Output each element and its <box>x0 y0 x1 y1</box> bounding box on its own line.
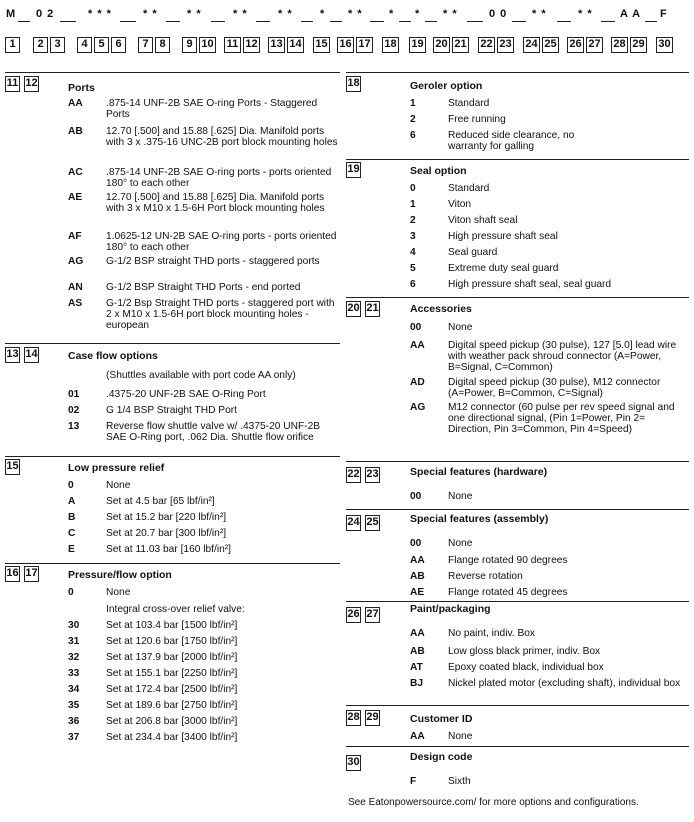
option-code: AA <box>410 340 425 351</box>
option-row <box>68 716 338 727</box>
section-box: 27 <box>365 607 380 623</box>
option-desc: 12.70 [.500] and 15.88 [.625] Dia. Manifold ports with 3 x M10 x 1.5-6H Port block mounting holes <box>106 192 325 214</box>
section-box: 20 <box>346 301 361 317</box>
position-box: 27 <box>586 37 603 53</box>
option-code: 5 <box>410 263 416 274</box>
option-desc: G-1/2 Bsp Straight THD ports - staggered port with 2 x M10 x 1.5-6H port block mounting holes - european <box>106 298 335 331</box>
code-char: * * <box>187 8 202 20</box>
section-title-low-pressure: Low pressure relief <box>68 462 165 474</box>
option-row <box>410 377 685 399</box>
position-box: 20 <box>433 37 450 53</box>
option-row <box>410 402 685 435</box>
option-code: AB <box>68 126 83 137</box>
option-code: 01 <box>68 389 80 400</box>
option-row <box>410 114 685 125</box>
position-box: 15 <box>313 37 330 53</box>
section-box: 25 <box>365 515 380 531</box>
option-desc: Extreme duty seal guard <box>448 263 559 274</box>
option-row <box>68 167 338 189</box>
section-box: 21 <box>365 301 380 317</box>
section-title-geroler: Geroler option <box>410 80 483 92</box>
option-row <box>68 604 338 615</box>
dash <box>645 21 657 22</box>
section-box: 18 <box>346 76 361 92</box>
option-desc: Low gloss black primer, indiv. Box <box>448 646 601 657</box>
option-desc: Set at 120.6 bar [1750 lbf/in²] <box>106 636 238 647</box>
option-code: AG <box>68 256 84 267</box>
option-code: AN <box>68 282 83 293</box>
option-row <box>68 528 338 539</box>
option-code: B <box>68 512 76 523</box>
section-rule <box>346 509 689 510</box>
option-code: 00 <box>410 538 422 549</box>
option-desc: Flange rotated 45 degrees <box>448 587 568 598</box>
option-row <box>410 678 685 689</box>
option-desc: G 1/4 BSP Straight THD Port <box>106 405 237 416</box>
dash <box>18 21 30 22</box>
option-desc: .875-14 UNF-2B SAE O-ring Ports - Staggered Ports <box>106 98 318 120</box>
dash <box>330 21 342 22</box>
section-rule <box>5 343 340 344</box>
footer-note: See Eatonpowersource.com/ for more options and configurations. <box>348 797 639 808</box>
option-row <box>68 98 338 120</box>
option-code: AE <box>410 587 425 598</box>
option-desc: Set at 20.7 bar [300 lbf/in²] <box>106 528 227 539</box>
option-row <box>410 587 685 598</box>
option-code: AA <box>410 731 425 742</box>
section-box: 23 <box>365 467 380 483</box>
position-box: 4 <box>77 37 92 53</box>
option-desc: Set at 234.4 bar [3400 lbf/in²] <box>106 732 238 743</box>
option-row <box>410 662 685 673</box>
option-row <box>410 231 685 242</box>
option-desc: None <box>106 480 131 491</box>
option-code: 0 <box>68 480 74 491</box>
section-title-pressure-flow: Pressure/flow option <box>68 569 172 581</box>
option-code: AT <box>410 662 423 673</box>
position-box: 30 <box>656 37 673 53</box>
option-code: 6 <box>410 279 416 290</box>
option-code: 00 <box>410 322 422 333</box>
option-code: AC <box>68 167 83 178</box>
option-row <box>410 130 610 152</box>
section-rule <box>5 72 340 73</box>
option-code: 37 <box>68 732 80 743</box>
option-code: E <box>68 544 75 555</box>
dash <box>512 21 526 22</box>
position-box: 10 <box>199 37 216 53</box>
section-box: 30 <box>346 755 361 771</box>
option-code: 30 <box>68 620 80 631</box>
option-code <box>68 604 106 615</box>
option-row <box>410 247 685 258</box>
section-box: 24 <box>346 515 361 531</box>
position-box: 18 <box>382 37 399 53</box>
position-box: 9 <box>182 37 197 53</box>
option-row <box>68 126 338 148</box>
option-desc: High pressure shaft seal <box>448 231 558 242</box>
option-desc: G-1/2 BSP Straight THD Ports - end ported <box>106 282 301 293</box>
option-row <box>68 684 338 695</box>
dash <box>120 21 136 22</box>
section-title-case-flow: Case flow options <box>68 350 158 362</box>
option-code: 13 <box>68 421 80 432</box>
option-code: AA <box>410 555 425 566</box>
position-box: 24 <box>523 37 540 53</box>
model-code-header <box>0 0 694 62</box>
section-title-ports: Ports <box>68 82 95 94</box>
section-box: 19 <box>346 162 361 178</box>
code-char: A A <box>620 8 642 20</box>
option-desc: Flange rotated 90 degrees <box>448 555 568 566</box>
option-desc: High pressure shaft seal, seal guard <box>448 279 612 290</box>
position-box: 13 <box>268 37 285 53</box>
option-code: AS <box>68 298 83 309</box>
option-row <box>68 282 338 293</box>
section-title-design-code: Design code <box>410 751 473 763</box>
dash <box>425 21 437 22</box>
option-row <box>68 231 338 253</box>
section-box: 14 <box>24 347 39 363</box>
option-desc: Epoxy coated black, individual box <box>448 662 604 673</box>
section-box: 15 <box>5 459 20 475</box>
option-code: 00 <box>410 491 422 502</box>
section-rule <box>346 297 689 298</box>
option-desc: Set at 137.9 bar [2000 lbf/in²] <box>106 652 238 663</box>
option-row <box>68 668 338 679</box>
code-char: * * <box>143 8 158 20</box>
code-char: * * <box>233 8 248 20</box>
option-code: F <box>410 776 417 787</box>
position-box: 7 <box>138 37 153 53</box>
code-char: * <box>320 8 326 20</box>
option-row <box>68 587 338 598</box>
section-box: 13 <box>5 347 20 363</box>
dash <box>166 21 180 22</box>
option-code: 2 <box>410 215 416 226</box>
position-box: 8 <box>155 37 170 53</box>
section-rule <box>346 159 689 160</box>
option-row <box>68 732 338 743</box>
option-row <box>410 555 685 566</box>
option-desc: None <box>448 731 473 742</box>
dash <box>601 21 615 22</box>
option-row <box>410 731 685 742</box>
option-row <box>410 776 685 787</box>
option-row <box>68 700 338 711</box>
position-box: 17 <box>356 37 373 53</box>
position-box: 12 <box>243 37 260 53</box>
option-row <box>410 491 685 502</box>
section-rule <box>346 72 689 73</box>
option-code: A <box>68 496 76 507</box>
position-box: 5 <box>94 37 109 53</box>
option-desc: G-1/2 BSP straight THD ports - staggered ports <box>106 256 320 267</box>
option-code: AA <box>68 98 83 109</box>
option-desc: M12 connector (60 pulse per rev speed signal and one directional signal, (Pin 1=Power, Pin 2= Direction, Pin 3=Common, Pin 4=Speed) <box>448 402 675 435</box>
option-desc: Integral cross-over relief valve: <box>106 604 245 615</box>
option-code: 4 <box>410 247 416 258</box>
option-code: 36 <box>68 716 80 727</box>
position-box: 22 <box>478 37 495 53</box>
option-desc: None <box>448 491 473 502</box>
dash <box>399 21 411 22</box>
position-box: 11 <box>224 37 241 53</box>
option-desc: Set at 4.5 bar [65 lbf/in²] <box>106 496 215 507</box>
option-desc: No paint, indiv. Box <box>448 628 536 639</box>
option-desc: Standard <box>448 183 490 194</box>
option-desc: Seal guard <box>448 247 498 258</box>
section-rule <box>5 456 340 457</box>
option-row <box>410 340 685 373</box>
option-row <box>410 199 685 210</box>
code-char: * * <box>578 8 593 20</box>
option-desc: 1.0625-12 UN-2B SAE O-ring ports - ports oriented 180° to each other <box>106 231 337 253</box>
option-code: BJ <box>410 678 424 689</box>
section-title-paint: Paint/packaging <box>410 603 491 615</box>
section-title-customer-id: Customer ID <box>410 713 473 725</box>
option-code: C <box>68 528 76 539</box>
option-row <box>68 298 338 331</box>
option-code: 0 <box>68 587 74 598</box>
code-char: * * * <box>88 8 112 20</box>
option-desc: None <box>106 587 131 598</box>
code-char: * <box>389 8 395 20</box>
position-box: 19 <box>409 37 426 53</box>
option-row <box>68 480 338 491</box>
option-desc: Reverse flow shuttle valve w/ .4375-20 UNF-2B SAE O-Ring port, .062 Dia. Shuttle flow orifice <box>106 421 321 443</box>
option-row <box>68 192 338 214</box>
option-row <box>410 538 685 549</box>
dash <box>370 21 384 22</box>
position-box: 3 <box>50 37 65 53</box>
position-box: 21 <box>452 37 469 53</box>
option-code: 6 <box>410 130 416 141</box>
option-desc: Set at 15.2 bar [220 lbf/in²] <box>106 512 227 523</box>
option-row <box>68 512 338 523</box>
option-desc: Set at 172.4 bar [2500 lbf/in²] <box>106 684 238 695</box>
option-desc: .875-14 UNF-2B SAE O-ring ports - ports oriented 180° to each other <box>106 167 332 189</box>
dash <box>301 21 313 22</box>
option-row <box>410 263 685 274</box>
dash <box>60 21 76 22</box>
position-box: 1 <box>5 37 20 53</box>
section-box: 16 <box>5 566 20 582</box>
option-row <box>410 628 685 639</box>
option-code: AG <box>410 402 426 413</box>
code-char: * * <box>348 8 363 20</box>
option-row <box>410 183 685 194</box>
option-row <box>410 646 685 657</box>
option-code: AB <box>410 646 425 657</box>
position-box: 6 <box>111 37 126 53</box>
option-code: AF <box>68 231 82 242</box>
section-rule <box>346 705 689 706</box>
option-row <box>410 279 685 290</box>
option-code: AA <box>410 628 425 639</box>
section-title-accessories: Accessories <box>410 303 472 315</box>
option-desc: Set at 155.1 bar [2250 lbf/in²] <box>106 668 238 679</box>
option-desc: Digital speed pickup (30 pulse), 127 [5.0] lead wire with weather pack shroud connector (A=Power, B=Signal, C=Common) <box>448 340 677 373</box>
code-char: 0 0 <box>489 8 508 20</box>
option-desc: None <box>448 538 473 549</box>
option-desc: Nickel plated motor (excluding shaft), individual box <box>448 678 681 689</box>
section-rule <box>346 746 689 747</box>
option-row <box>410 322 685 333</box>
position-box: 29 <box>630 37 647 53</box>
option-code: 1 <box>410 98 416 109</box>
option-desc: Reverse rotation <box>448 571 523 582</box>
code-char: F <box>660 8 668 20</box>
dash <box>557 21 571 22</box>
position-box: 23 <box>497 37 514 53</box>
option-code: 1 <box>410 199 416 210</box>
section-box: 29 <box>365 710 380 726</box>
option-desc: Digital speed pickup (30 pulse), M12 connector (A=Power, B=Common, C=Signal) <box>448 377 661 399</box>
position-box: 28 <box>611 37 628 53</box>
section-box: 12 <box>24 76 39 92</box>
option-row <box>68 652 338 663</box>
option-desc: Set at 189.6 bar [2750 lbf/in²] <box>106 700 238 711</box>
option-code: 3 <box>410 231 416 242</box>
option-row <box>68 421 338 443</box>
option-row <box>68 405 338 416</box>
option-code: 2 <box>410 114 416 125</box>
dash <box>211 21 225 22</box>
section-box: 17 <box>24 566 39 582</box>
position-box: 14 <box>287 37 304 53</box>
option-desc: Viton <box>448 199 472 210</box>
position-box: 16 <box>337 37 354 53</box>
option-desc: None <box>448 322 473 333</box>
option-code: 31 <box>68 636 80 647</box>
section-box: 22 <box>346 467 361 483</box>
option-desc: 12.70 [.500] and 15.88 [.625] Dia. Manifold ports with 3 x .375-16 UNC-2B port block mounting holes <box>106 126 338 148</box>
option-desc: Set at 11.03 bar [160 lbf/in²] <box>106 544 231 555</box>
section-note: (Shuttles available with port code AA only) <box>106 370 296 381</box>
section-title-seal: Seal option <box>410 165 467 177</box>
code-char: M <box>6 8 17 20</box>
dash <box>256 21 270 22</box>
option-desc: Free running <box>448 114 506 125</box>
option-row <box>410 98 685 109</box>
dash <box>467 21 483 22</box>
option-row <box>68 389 338 400</box>
option-code: 33 <box>68 668 80 679</box>
option-desc: Sixth <box>448 776 471 787</box>
option-code: 34 <box>68 684 80 695</box>
option-code: 02 <box>68 405 80 416</box>
section-box: 26 <box>346 607 361 623</box>
section-title-special-hardware: Special features (hardware) <box>410 466 548 478</box>
option-row <box>68 544 338 555</box>
option-row <box>68 636 338 647</box>
option-row <box>410 571 685 582</box>
option-desc: Standard <box>448 98 490 109</box>
section-rule <box>5 563 340 564</box>
position-box: 2 <box>33 37 48 53</box>
option-row <box>410 215 685 226</box>
section-box: 28 <box>346 710 361 726</box>
section-box: 11 <box>5 76 20 92</box>
option-desc: Viton shaft seal <box>448 215 518 226</box>
position-box: 26 <box>567 37 584 53</box>
option-desc: .4375-20 UNF-2B SAE O-Ring Port <box>106 389 266 400</box>
option-row <box>68 256 338 267</box>
option-desc: Reduced side clearance, no warranty for galling <box>448 130 575 152</box>
position-box: 25 <box>542 37 559 53</box>
option-row <box>68 620 338 631</box>
code-char: * * <box>443 8 458 20</box>
option-code: 0 <box>410 183 416 194</box>
option-code: 32 <box>68 652 80 663</box>
option-code: 35 <box>68 700 80 711</box>
option-desc: Set at 206.8 bar [3000 lbf/in²] <box>106 716 238 727</box>
code-char: * <box>415 8 421 20</box>
code-char: 0 2 <box>36 8 55 20</box>
option-code: AB <box>410 571 425 582</box>
option-row <box>68 496 338 507</box>
option-desc: Set at 103.4 bar [1500 lbf/in²] <box>106 620 238 631</box>
code-char: * * <box>532 8 547 20</box>
section-rule <box>346 601 689 602</box>
section-rule <box>346 461 689 462</box>
code-char: * * <box>278 8 293 20</box>
section-title-special-assembly: Special features (assembly) <box>410 513 549 525</box>
option-code: AD <box>410 377 425 388</box>
option-code: AE <box>68 192 83 203</box>
